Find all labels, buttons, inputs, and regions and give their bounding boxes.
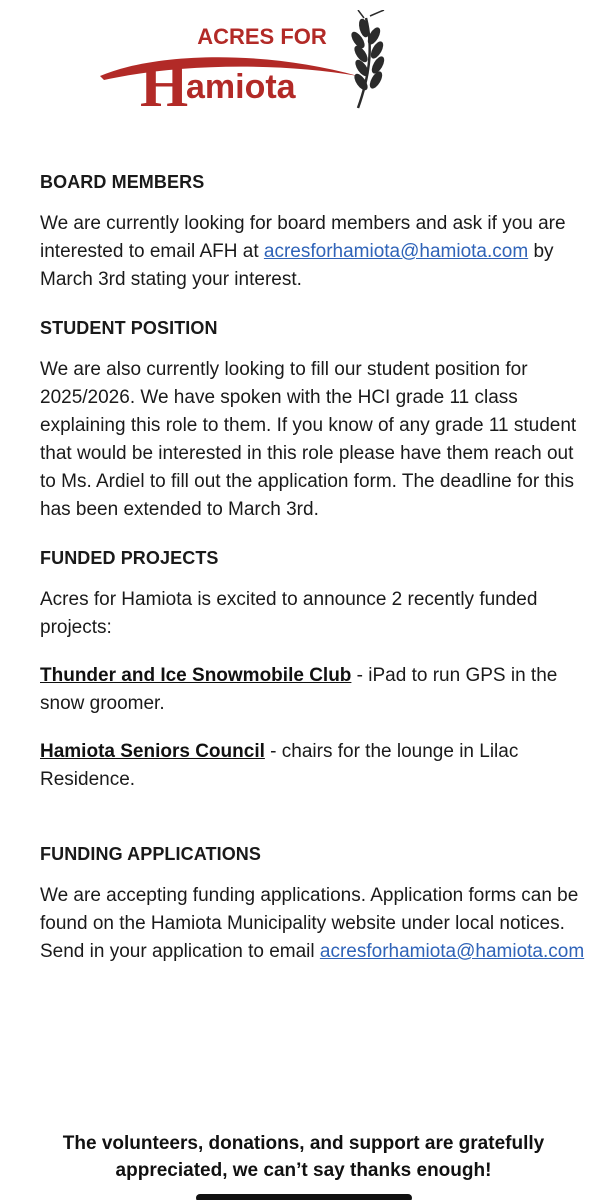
applications-email-link[interactable]: acresforhamiota@hamiota.com <box>319 941 585 962</box>
board-email-link[interactable]: acresforhamiota@hamiota.com <box>263 241 529 262</box>
wheat-icon <box>350 10 386 108</box>
thanks-footer: The volunteers, donations, and support are gratefully appreciated, we can’t say thanks enough! <box>62 1133 545 1181</box>
funding-applications-text: We are accepting funding applications. Application forms can be found on the Hamiota Municipality website under local notices. Send in your application to email acresforhamiota@hamiota.com <box>40 885 585 962</box>
student-position-heading: STUDENT POSITION <box>40 318 218 338</box>
board-members-text: We are currently looking for board members and ask if you are interested to email AFH at acresforhamiota@hamiota.com by March 3rd stating your interest. <box>40 213 566 290</box>
board-members-heading: BOARD MEMBERS <box>40 172 205 192</box>
project-name: Thunder and Ice Snowmobile Club <box>40 665 352 686</box>
acres-for-hamiota-logo <box>96 10 396 115</box>
funded-projects-intro: Acres for Hamiota is excited to announce 2 recently funded projects: <box>40 589 538 638</box>
home-indicator-bar[interactable] <box>196 1194 412 1200</box>
logo-name: amiota <box>186 68 296 106</box>
project-description: - iPad to run GPS in the snow groomer. <box>40 665 558 714</box>
logo-initial: H <box>140 52 189 115</box>
funded-project-item <box>40 662 585 718</box>
project-description: - chairs for the lounge in Lilac Residence. <box>40 741 519 790</box>
student-position-text: We are also currently looking to fill our student position for 2025/2026. We have spoken with the HCI grade 11 class explaining this role to them. If you know of any grade 11 student that would be interested in this role please have them reach out to Ms. Ardiel to fill out the application form. The deadline for this has been extended to March 3rd. <box>40 359 577 520</box>
funding-applications-heading: FUNDING APPLICATIONS <box>40 844 261 864</box>
logo-line1: ACRES FOR <box>197 24 327 49</box>
newsletter-body <box>40 168 585 986</box>
project-name: Hamiota Seniors Council <box>40 741 265 762</box>
funded-projects-heading: FUNDED PROJECTS <box>40 548 219 568</box>
funded-project-item <box>40 738 585 794</box>
